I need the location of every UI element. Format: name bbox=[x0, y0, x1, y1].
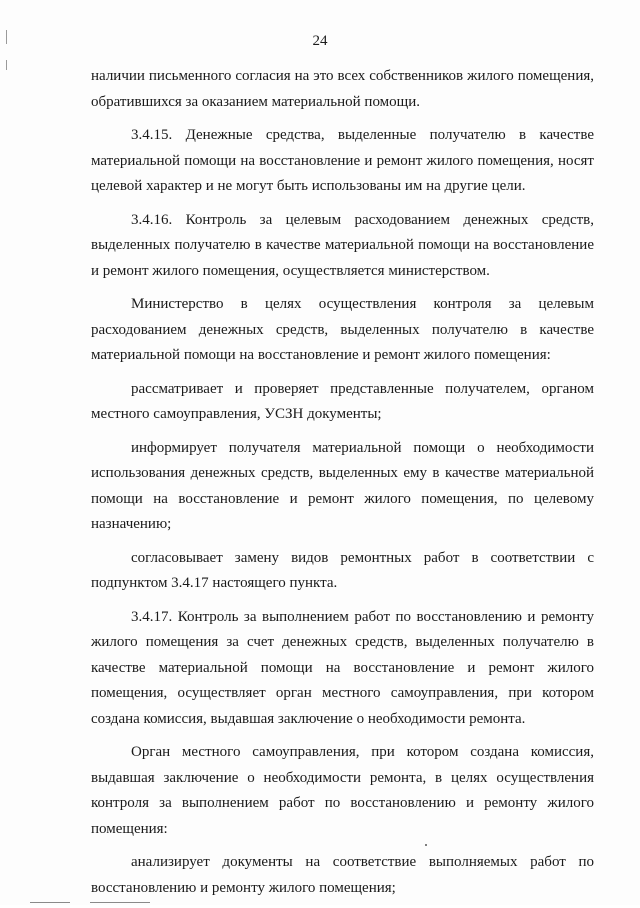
list-item-approves-replacement: согласовывает замену видов ремонтных работ в соответствии с подпунктом 3.4.17 настоящего пункта. bbox=[91, 549, 594, 591]
paragraph-continuation: наличии письменного согласия на это всех собственников жилого помещения, обратившихся за оказанием материальной помощи. bbox=[91, 68, 594, 110]
paragraph-ministry-control: Министерство в целях осуществления контроля за целевым расходованием денежных средств, выделенных получателю в качестве материальной помощи на восстановление и ремонт жилого помещения: bbox=[91, 296, 594, 363]
scan-edge-mark bbox=[30, 902, 70, 903]
list-item-analyzes-documents: анализирует документы на соответствие выполняемых работ по восстановлению и ремонту жилого помещения; bbox=[91, 854, 594, 896]
paragraph-3-4-17: 3.4.17. Контроль за выполнением работ по восстановлению и ремонту жилого помещения за счет денежных средств, выделенных получателю в качестве материальной помощи на восстановление и ремонт жилого помещения, осуществляет орган местного самоуправления, при котором создана комиссия, выдавшая заключение о необходимости ремонта. bbox=[91, 608, 594, 727]
scan-edge-mark bbox=[90, 902, 150, 903]
scan-speck bbox=[425, 844, 427, 846]
page-number: 24 bbox=[312, 33, 328, 49]
scan-edge-mark bbox=[6, 60, 7, 70]
list-item-informs-recipient: информирует получателя материальной помощи о необходимости использования денежных средств, выделенных ему в качестве материальной помощи на восстановление и ремонт жилого помещения, по целевому назначению; bbox=[91, 439, 594, 532]
paragraph-local-authority-control: Орган местного самоуправления, при котором создана комиссия, выдавшая заключение о необходимости ремонта, в целях осуществления контроля за выполнением работ по восстановлению и ремонту жилого помещения: bbox=[91, 744, 594, 837]
paragraph-3-4-15: 3.4.15. Денежные средства, выделенные получателю в качестве материальной помощи на восстановление и ремонт жилого помещения, носят целевой характер и не могут быть использованы им на другие цели. bbox=[91, 127, 594, 194]
document-body bbox=[91, 64, 594, 908]
paragraph-3-4-16: 3.4.16. Контроль за целевым расходованием денежных средств, выделенных получателю в качестве материальной помощи на восстановление и ремонт жилого помещения, осуществляется министерством. bbox=[91, 211, 594, 279]
list-item-reviews-documents: рассматривает и проверяет представленные получателем, органом местного самоуправления, УСЗН документы; bbox=[91, 380, 594, 422]
